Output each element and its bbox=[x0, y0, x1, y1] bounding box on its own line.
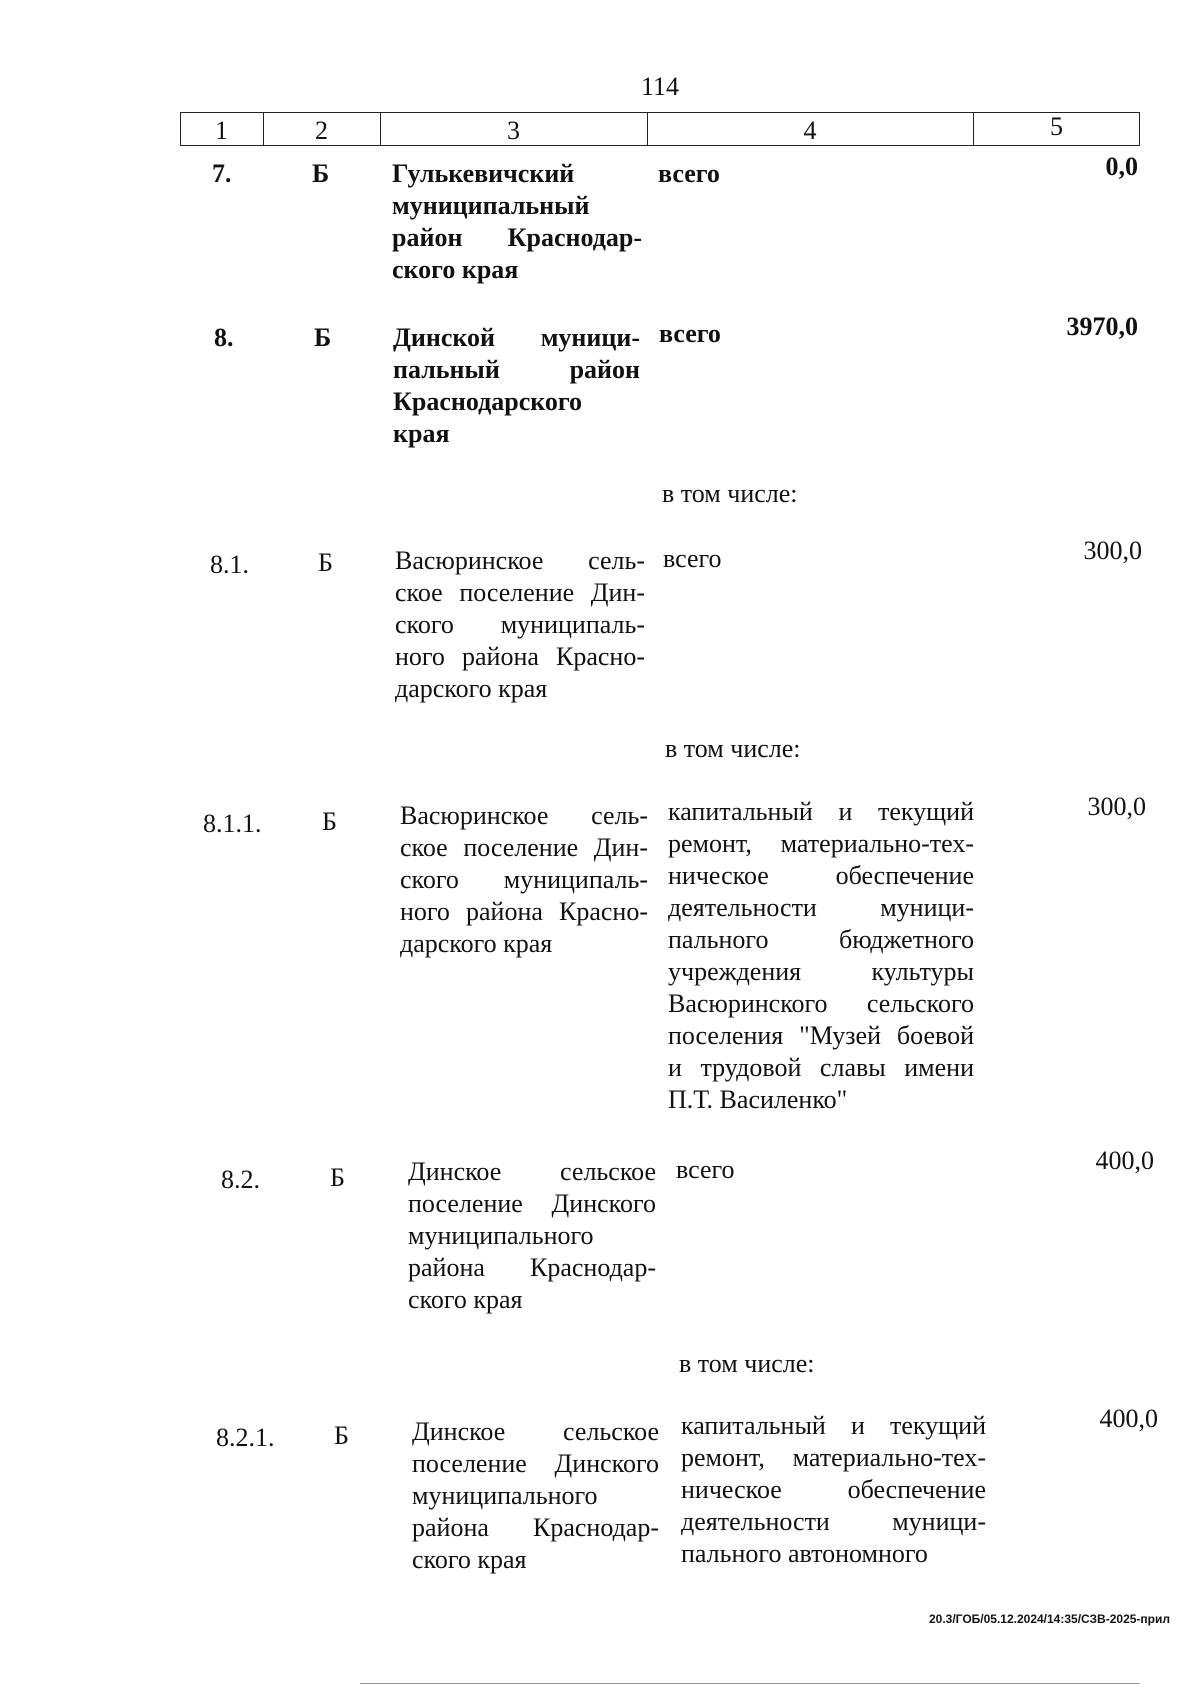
row-number: 8.1.1. bbox=[203, 809, 262, 838]
page-number: 114 bbox=[640, 72, 680, 101]
note-including: в том числе: bbox=[679, 1349, 815, 1378]
row-number: 8.2.1. bbox=[216, 1423, 275, 1452]
row-number: 7. bbox=[212, 159, 232, 188]
header-col-3: 3 bbox=[507, 116, 520, 145]
row-letter: Б bbox=[314, 323, 332, 352]
header-col-4: 4 bbox=[803, 116, 817, 145]
note-including: в том числе: bbox=[665, 734, 801, 763]
row-letter: Б bbox=[330, 1163, 345, 1192]
row-amount: 400,0 bbox=[1095, 1146, 1154, 1175]
row-name: Динское сельское поселение Динского муниципального района Краснодар-ского края bbox=[412, 1417, 659, 1574]
note-including: в том числе: bbox=[662, 479, 798, 508]
row-number: 8. bbox=[214, 323, 234, 352]
row-amount: 0,0 bbox=[1105, 152, 1138, 181]
row-number: 8.2. bbox=[221, 1165, 260, 1194]
row-amount: 300,0 bbox=[1087, 792, 1146, 821]
row-name: Васюринское сель-ское поселение Дин-ского муниципаль-ного района Красно-дарского края bbox=[400, 801, 648, 958]
row-amount: 300,0 bbox=[1083, 536, 1142, 565]
header-col-5: 5 bbox=[1050, 112, 1063, 141]
row-letter: Б bbox=[312, 159, 330, 188]
row-name: Динское сельское поселение Динского муниципального района Краснодар-ского края bbox=[408, 1157, 656, 1314]
row-letter: Б bbox=[334, 1421, 349, 1450]
row-desc: капитальный и текущий ремонт, материально-тех-ническое обеспечение деятельности муници-пального автономного bbox=[681, 1411, 986, 1568]
row-amount: 3970,0 bbox=[1066, 312, 1138, 341]
bottom-rule bbox=[360, 1683, 1140, 1684]
row-desc: капитальный и текущий ремонт, материально-тех-ническое обеспечение деятельности муници-пального бюджетного учреждения культуры Васюринского сельского поселения "Музей боевой и трудовой славы имени П.Т. Василенко" bbox=[668, 797, 974, 1114]
row-desc: всего bbox=[658, 159, 720, 188]
row-desc: всего bbox=[676, 1155, 735, 1184]
row-name: Васюринское сель-ское поселение Дин-ского муниципаль-ного района Красно-дарского края bbox=[395, 546, 645, 703]
row-letter: Б bbox=[322, 807, 337, 836]
row-desc: всего bbox=[663, 544, 722, 573]
row-desc: всего bbox=[659, 319, 721, 348]
footer-code: 20.3/ГОБ/05.12.2024/14:35/СЗВ-2025-прил bbox=[928, 1612, 1170, 1626]
row-name: Гулькевичский муниципальный район Краснодар-ского края bbox=[392, 159, 642, 284]
row-amount: 400,0 bbox=[1099, 1404, 1158, 1433]
header-col-2: 2 bbox=[315, 116, 328, 145]
row-name: Динской муници-пальный район Краснодарского края bbox=[393, 323, 640, 448]
header-col-1: 1 bbox=[215, 116, 228, 145]
row-number: 8.1. bbox=[210, 550, 249, 579]
row-letter: Б bbox=[318, 548, 333, 577]
